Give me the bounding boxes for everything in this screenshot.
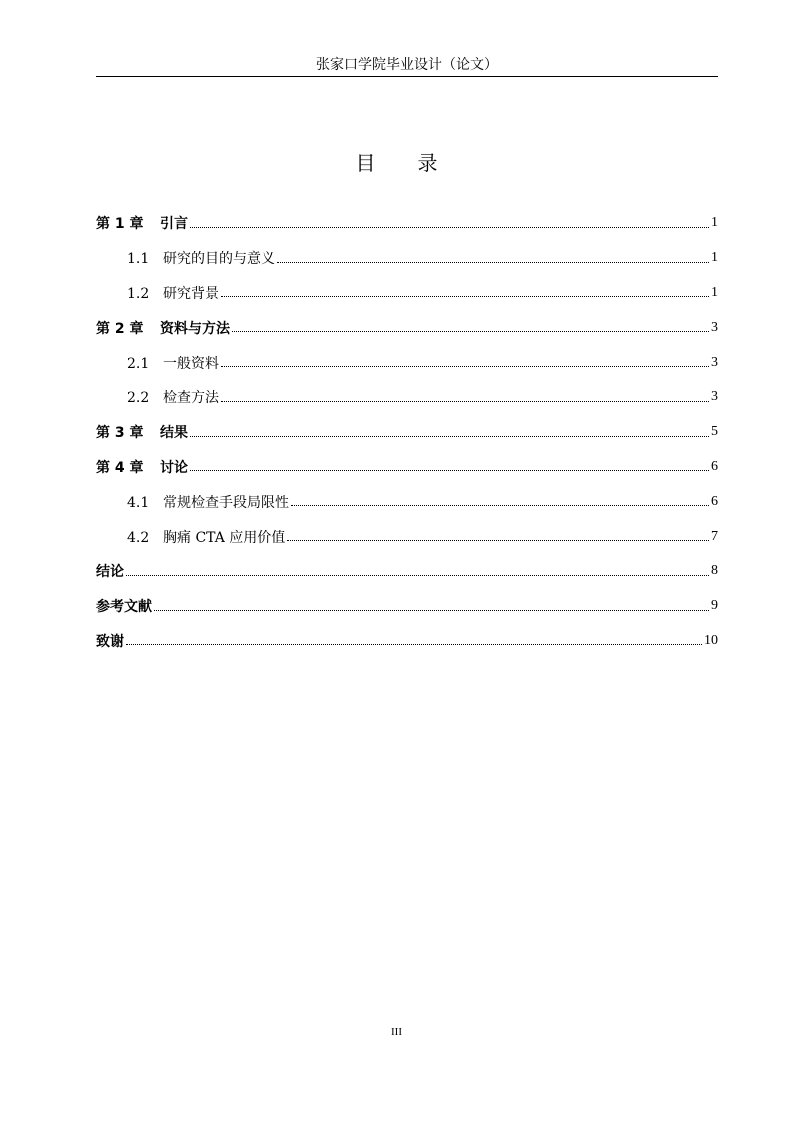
toc-entry[interactable] bbox=[96, 624, 718, 659]
toc-entry-page: 10 bbox=[704, 632, 718, 648]
toc-leader-dots bbox=[291, 505, 709, 506]
toc-entry-label bbox=[96, 596, 152, 616]
toc-entry-page: 3 bbox=[711, 354, 718, 370]
toc-title bbox=[0, 150, 793, 176]
toc-entry-label bbox=[127, 353, 219, 373]
toc-entry-number: 4.1 bbox=[127, 494, 150, 511]
toc-entry-page: 5 bbox=[711, 424, 718, 440]
toc-entry[interactable] bbox=[96, 241, 718, 276]
toc-entry-number: 第 4 章 bbox=[96, 459, 144, 476]
toc-entry-text: 检查方法 bbox=[163, 390, 219, 407]
toc-title-char-1: 目 bbox=[355, 151, 376, 175]
toc-entry-label bbox=[127, 283, 219, 303]
toc-entry-number: 第 2 章 bbox=[96, 320, 144, 337]
toc-entry-label bbox=[127, 492, 289, 512]
toc-leader-dots bbox=[190, 436, 709, 437]
toc-entry-label bbox=[96, 561, 124, 581]
toc-entry-label bbox=[96, 631, 124, 651]
toc-entry-number: 第 1 章 bbox=[96, 216, 144, 233]
toc-entry-label bbox=[127, 248, 275, 268]
toc-entry-text: 参考文献 bbox=[96, 599, 152, 616]
toc-entry-text: 致谢 bbox=[96, 633, 124, 650]
toc-leader-dots bbox=[154, 610, 709, 611]
toc-entry-page: 6 bbox=[711, 493, 718, 509]
toc-entry-text: 常规检查手段局限性 bbox=[163, 494, 289, 511]
toc-entry-page: 9 bbox=[711, 598, 718, 614]
toc-entry[interactable] bbox=[96, 450, 718, 485]
toc-entry-page: 1 bbox=[711, 250, 718, 266]
toc-leader-dots bbox=[232, 331, 709, 332]
toc-entry-page: 3 bbox=[711, 389, 718, 405]
toc-entry-page: 7 bbox=[711, 528, 718, 544]
toc-entry[interactable] bbox=[96, 484, 718, 519]
toc-entry-text: 资料与方法 bbox=[160, 320, 230, 337]
toc-entry-page: 3 bbox=[711, 319, 718, 335]
toc-entry-page: 1 bbox=[711, 215, 718, 231]
toc-entry[interactable] bbox=[96, 589, 718, 624]
toc-entry-label bbox=[96, 422, 188, 442]
toc-leader-dots bbox=[190, 227, 709, 228]
toc-entry-number: 1.2 bbox=[127, 285, 150, 302]
toc-leader-dots bbox=[126, 575, 709, 576]
toc-entry-number: 第 3 章 bbox=[96, 425, 144, 442]
header-rule bbox=[96, 76, 718, 77]
toc-entry-page: 8 bbox=[711, 563, 718, 579]
toc-entry[interactable] bbox=[96, 276, 718, 311]
toc-entry[interactable] bbox=[96, 345, 718, 380]
toc-leader-dots bbox=[126, 644, 702, 645]
toc-entry-text: 研究背景 bbox=[163, 285, 219, 302]
toc-entry-label bbox=[96, 213, 188, 233]
toc-entry-text: 一般资料 bbox=[163, 355, 219, 372]
toc-entry[interactable] bbox=[96, 415, 718, 450]
toc-entry[interactable] bbox=[96, 380, 718, 415]
toc-entry-page: 1 bbox=[711, 284, 718, 300]
toc-entry[interactable] bbox=[96, 554, 718, 589]
toc-entry-number: 2.2 bbox=[127, 390, 150, 407]
toc-entry-label bbox=[127, 527, 285, 547]
toc-entry-label bbox=[96, 457, 188, 477]
toc-leader-dots bbox=[277, 262, 709, 263]
toc-entry-text: 结论 bbox=[96, 564, 124, 581]
toc-entry-text: 结果 bbox=[160, 425, 188, 442]
table-of-contents bbox=[96, 206, 718, 658]
toc-leader-dots bbox=[221, 366, 709, 367]
running-header: 张家口学院毕业设计（论文） bbox=[316, 57, 498, 73]
toc-entry-text: 讨论 bbox=[160, 459, 188, 476]
toc-entry[interactable] bbox=[96, 206, 718, 241]
page-number: III bbox=[391, 1026, 402, 1038]
toc-leader-dots bbox=[287, 540, 709, 541]
toc-entry-number: 2.1 bbox=[127, 355, 150, 372]
toc-entry-text: 研究的目的与意义 bbox=[163, 251, 275, 268]
toc-entry-label bbox=[96, 318, 230, 338]
toc-entry-number: 1.1 bbox=[127, 251, 150, 268]
toc-leader-dots bbox=[190, 470, 709, 471]
toc-entry-text: 胸痛 CTA 应用价值 bbox=[163, 529, 286, 546]
toc-entry-text: 引言 bbox=[160, 216, 188, 233]
toc-entry-page: 6 bbox=[711, 458, 718, 474]
toc-leader-dots bbox=[221, 401, 709, 402]
toc-title-char-2: 录 bbox=[417, 151, 438, 175]
toc-entry[interactable] bbox=[96, 519, 718, 554]
toc-entry-number: 4.2 bbox=[127, 529, 150, 546]
toc-entry[interactable] bbox=[96, 310, 718, 345]
toc-entry-label bbox=[127, 387, 219, 407]
toc-leader-dots bbox=[221, 296, 709, 297]
